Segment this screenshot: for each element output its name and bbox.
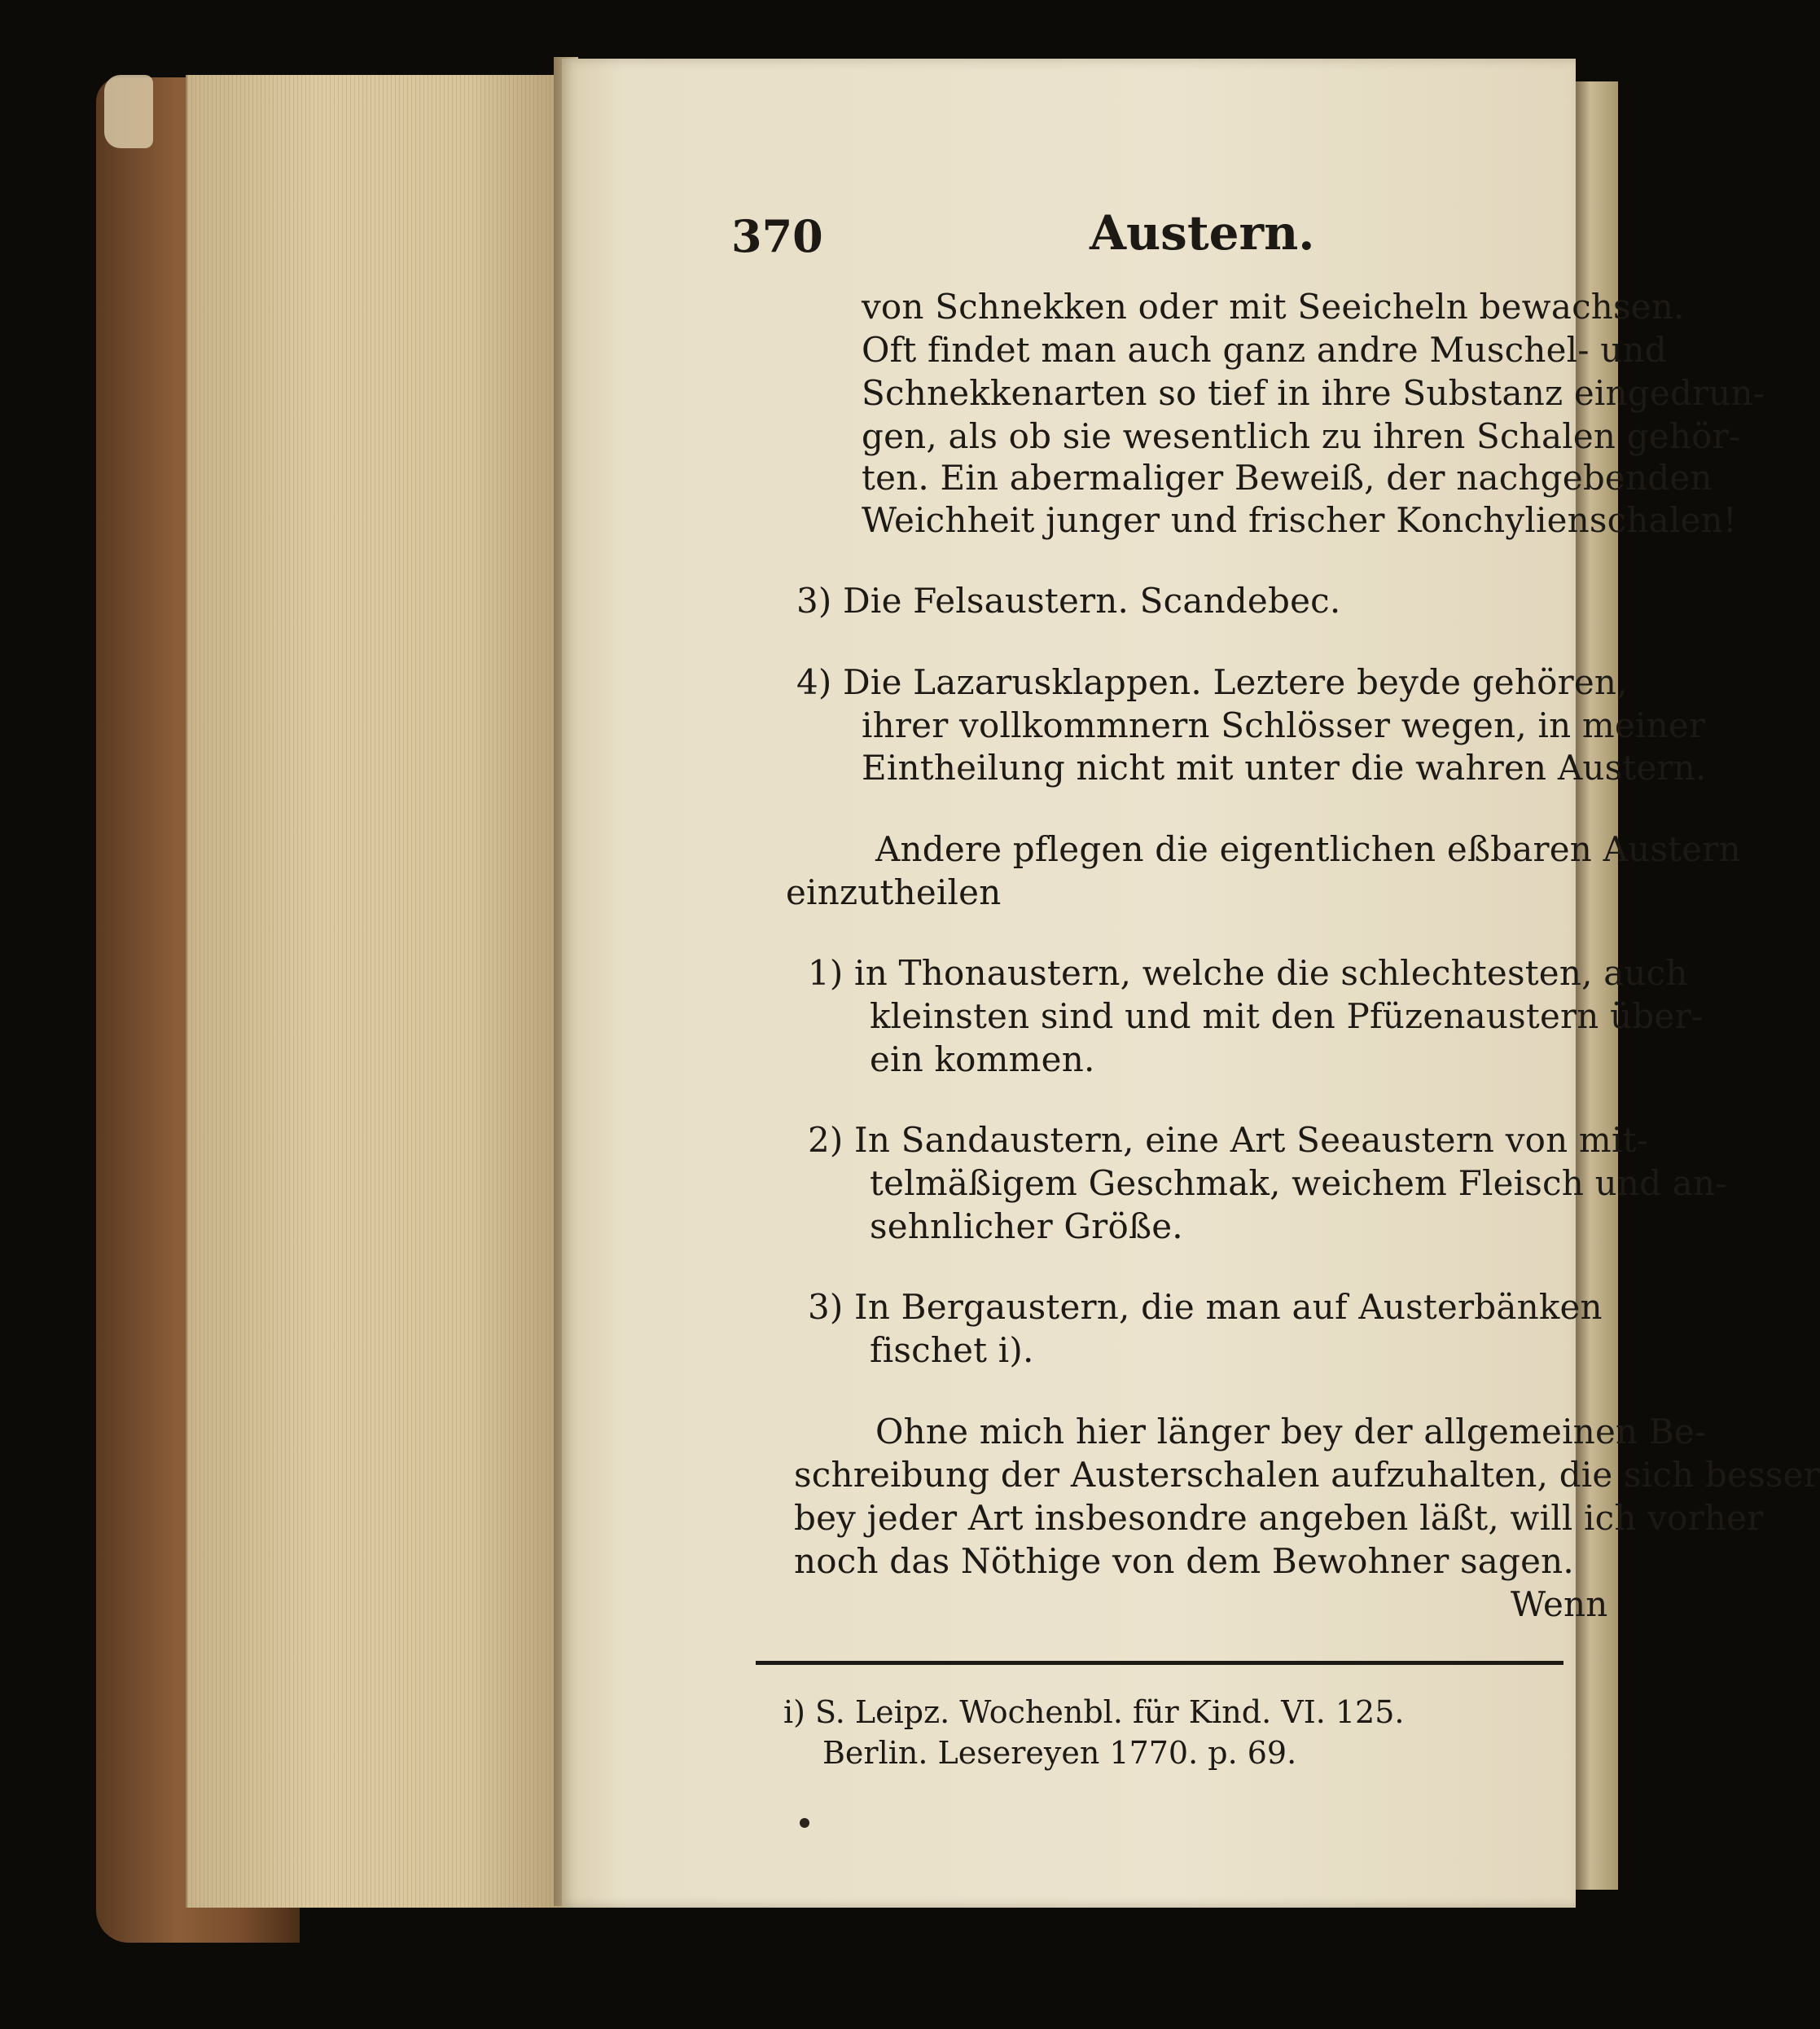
- body-line: Eintheilung nicht mit unter die wahren Austern.: [862, 748, 1707, 788]
- list-item-thonaustern: 1) in Thonaustern, welche die schlechtesten, auch: [808, 953, 1688, 993]
- running-title: Austern.: [1090, 205, 1315, 261]
- body-line: Oft findet man auch ganz andre Muschel- und: [862, 330, 1667, 370]
- ink-speck: [800, 1818, 809, 1828]
- list-item-sandaustern: 2) In Sandaustern, eine Art Seeaustern von mit-: [808, 1120, 1649, 1160]
- paragraph-line: einzutheilen: [786, 872, 1002, 912]
- list-item-felsaustern: 3) Die Felsaustern. Scandebec.: [796, 581, 1341, 621]
- footnote-line: Berlin. Lesereyen 1770. p. 69.: [822, 1735, 1297, 1771]
- body-line: Weichheit junger und frischer Konchylienschalen!: [862, 500, 1737, 540]
- body-line: von Schnekken oder mit Seeicheln bewachsen.: [862, 287, 1685, 327]
- body-line: ihrer vollkommnern Schlösser wegen, in meiner: [862, 705, 1706, 745]
- page-number: 370: [731, 210, 823, 262]
- paragraph-line: Ohne mich hier länger bey der allgemeinen Be-: [875, 1412, 1707, 1451]
- body-line: gen, als ob sie wesentlich zu ihren Schalen gehör-: [862, 416, 1741, 456]
- list-item-bergaustern: 3) In Bergaustern, die man auf Austerbänken: [808, 1287, 1603, 1327]
- footnote-rule: [756, 1661, 1563, 1665]
- body-line: Schnekkenarten so tief in ihre Substanz eingedrun-: [862, 373, 1765, 413]
- list-item-lazarusklappen: 4) Die Lazarusklappen. Leztere beyde gehören,: [796, 662, 1628, 702]
- footnote-line: i) S. Leipz. Wochenbl. für Kind. VI. 125.: [783, 1694, 1405, 1730]
- paragraph-line: bey jeder Art insbesondre angeben läßt, will ich vorher: [794, 1498, 1764, 1538]
- body-line: telmäßigem Geschmak, weichem Fleisch und an-: [870, 1163, 1727, 1203]
- page-edges: [186, 75, 562, 1908]
- paragraph-line: noch das Nöthige von dem Bewohner sagen.: [794, 1541, 1574, 1581]
- cover-headband: [104, 75, 153, 148]
- paragraph-line: Andere pflegen die eigentlichen eßbaren Austern: [875, 829, 1741, 869]
- body-line: kleinsten sind und mit den Pfüzenaustern über-: [870, 996, 1704, 1036]
- body-line: sehnlicher Größe.: [870, 1206, 1183, 1246]
- catchword: Wenn: [1511, 1584, 1608, 1624]
- paragraph-line: schreibung der Austerschalen aufzuhalten, die sich besser: [794, 1455, 1820, 1495]
- body-line: ten. Ein abermaliger Beweiß, der nachgebenden: [862, 458, 1713, 498]
- body-line: ein kommen.: [870, 1039, 1095, 1079]
- body-line: fischet i).: [870, 1330, 1034, 1370]
